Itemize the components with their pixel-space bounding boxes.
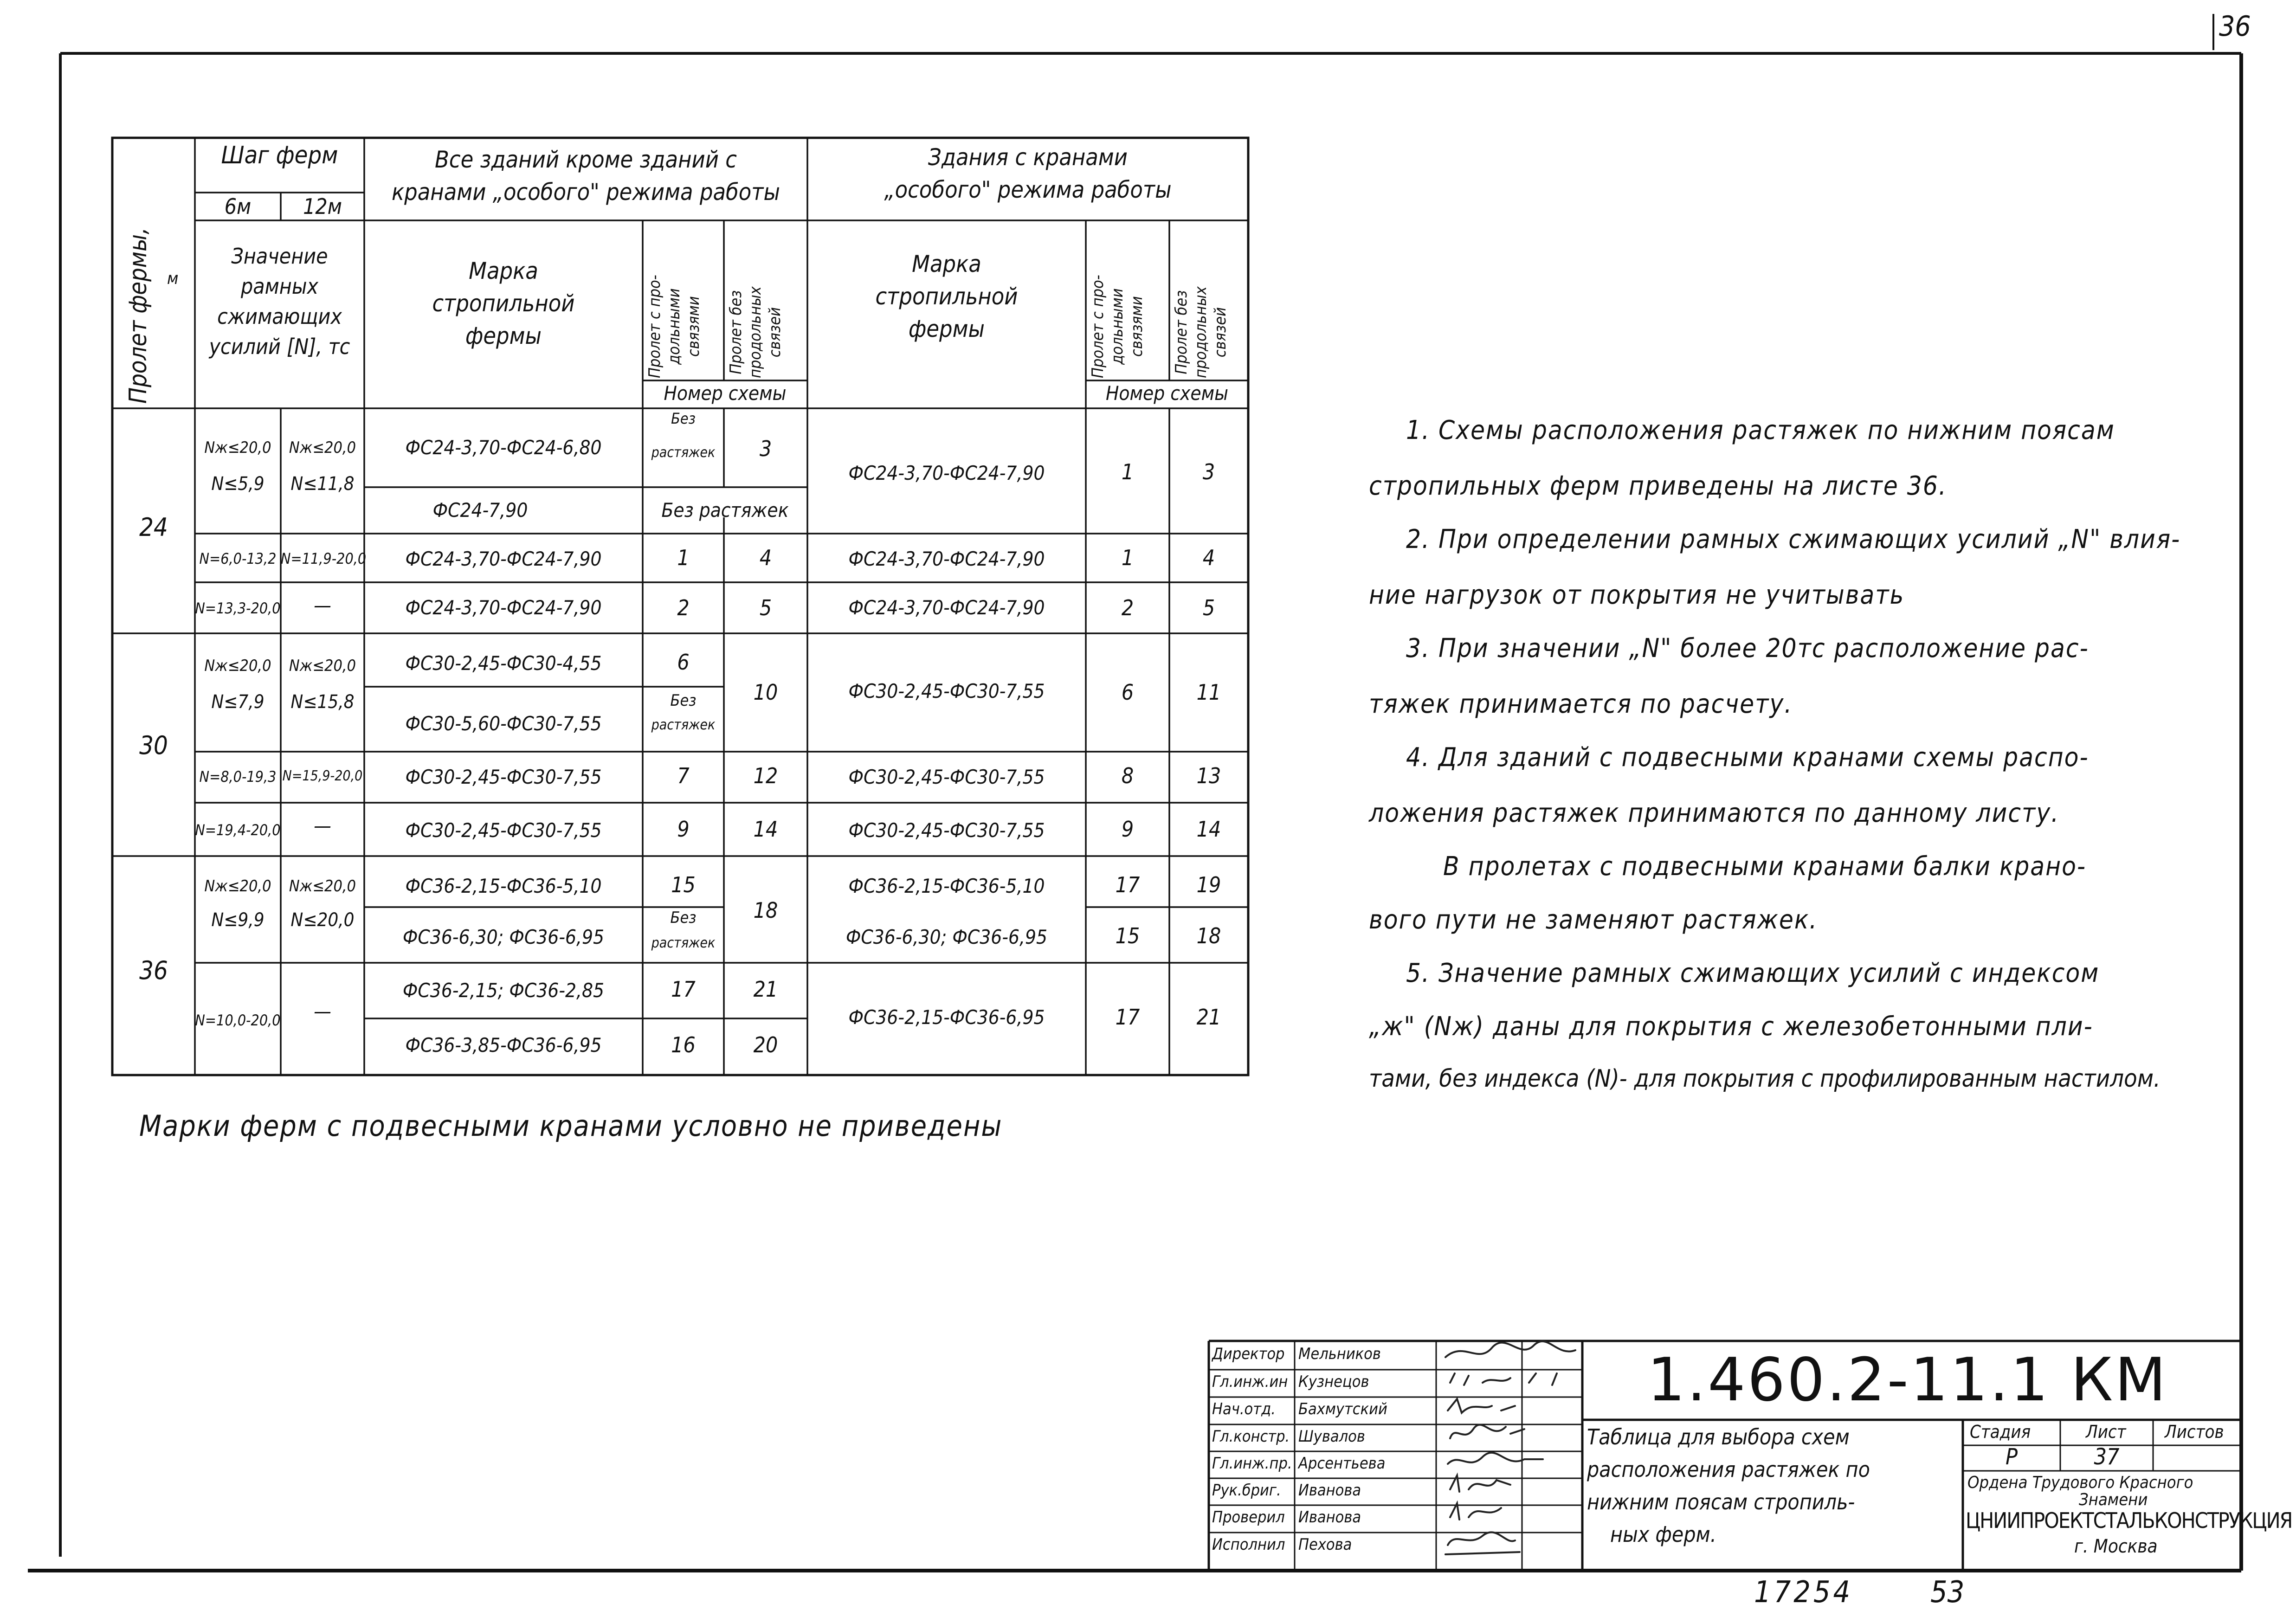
r1-no-ties: Без растяжек: [661, 499, 789, 522]
force-label-2: рамных: [240, 274, 319, 299]
stamp-name-7: Иванова: [1298, 1508, 1361, 1527]
note-line-8: ложения растяжек принимаются по данному листу.: [1369, 798, 2060, 828]
mark-a-line-2: стропильной: [432, 290, 575, 317]
stamp-name-4: Шувалов: [1298, 1427, 1365, 1446]
stamp-name-3: Бахмутский: [1298, 1400, 1387, 1418]
r2-f6: N=6,0-13,2: [199, 550, 277, 567]
force-label-4: усилий [N], тс: [209, 334, 350, 359]
force-label-3: сжимающих: [217, 304, 342, 329]
r2-markB: ФС24-3,70-ФС24-7,90: [848, 548, 1045, 570]
r9-b-with: 15: [1115, 923, 1140, 948]
signature-5: [1448, 1453, 1543, 1464]
r3-f6: N=13,3-20,0: [195, 599, 281, 617]
sheet-value: 37: [2094, 1444, 2120, 1470]
sheet-label: Лист: [2086, 1422, 2126, 1442]
r5-bez-1: Без: [670, 691, 697, 710]
col-b-with-ties-3: связями: [1128, 296, 1146, 357]
r3-a-with: 2: [677, 595, 690, 620]
r2-markA: ФС24-3,70-ФС24-7,90: [405, 548, 602, 570]
span-30: 30: [139, 731, 168, 760]
org-line-2: Знамени: [2079, 1490, 2148, 1509]
r8-markB: ФС36-2,15-ФС36-5,10: [848, 875, 1045, 897]
stage-value: Р: [2005, 1444, 2018, 1470]
span-header: Пролет фермы,: [124, 227, 152, 404]
r9-markA: ФС36-6,30; ФС36-6,95: [402, 926, 605, 948]
stamp-name-6: Иванова: [1298, 1481, 1361, 1500]
group-b-line-1: Здания с кранами: [928, 144, 1128, 171]
org-city: г. Москва: [2074, 1536, 2158, 1557]
scheme-number-b: Номер схемы: [1105, 382, 1229, 405]
r5-markA: ФС30-5,60-ФС30-7,55: [405, 712, 602, 735]
r11-markA: ФС36-3,85-ФС36-6,95: [405, 1034, 602, 1057]
r0-f6: Nж≤20,0: [204, 438, 271, 457]
r10-a-without: 21: [753, 977, 778, 1002]
footer-page-number: 53: [1930, 1575, 1965, 1610]
r0-b-with: 1: [1121, 459, 1134, 484]
note-line-10: вого пути не заменяют растяжек.: [1369, 905, 1818, 935]
r7-markA: ФС30-2,45-ФС30-7,55: [405, 819, 602, 842]
signatures: [1436, 1336, 1585, 1571]
note-line-3: 2. При определении рамных сжимающих усилий „N" влия-: [1406, 524, 2181, 554]
r0-markB: ФС24-3,70-ФС24-7,90: [848, 462, 1045, 484]
footer-inventory-number: 17254: [1754, 1575, 1853, 1610]
sheet-corner-number: 36: [2219, 10, 2251, 43]
stage-label: Стадия: [1970, 1422, 2031, 1442]
col-a-without-ties-3: связей: [766, 307, 784, 358]
stamp-role-8: Исполнил: [1212, 1535, 1285, 1554]
org-name: ЦНИИПРОЕКТСТАЛЬКОНСТРУКЦИЯ: [1966, 1508, 2292, 1533]
r4-f12b: N≤15,8: [290, 691, 355, 713]
r2-f12: N=11,9-20,0: [281, 550, 367, 567]
r8-markA: ФС36-2,15-ФС36-5,10: [405, 875, 602, 897]
r3-markA: ФС24-3,70-ФС24-7,90: [405, 596, 602, 619]
r7-b-with: 9: [1121, 817, 1134, 842]
r2-b-without: 4: [1202, 545, 1215, 570]
r10-b-with: 17: [1115, 1005, 1140, 1030]
r4-b-with: 6: [1121, 680, 1134, 705]
r6-a-with: 7: [677, 763, 690, 788]
mark-b-line-2: стропильной: [875, 283, 1018, 310]
r8-f12b: N≤20,0: [290, 909, 355, 931]
r2-a-with: 1: [677, 545, 690, 570]
signature-7: [1450, 1503, 1501, 1520]
col-b-with-ties-2: дольными: [1108, 288, 1127, 365]
r11-a-without: 20: [753, 1032, 778, 1057]
r0-bez-2: растяжек: [651, 445, 716, 461]
r0-bez-1: Без: [671, 410, 696, 427]
col-a-without-ties-2: продольных: [746, 286, 765, 378]
r4-f6: Nж≤20,0: [204, 657, 271, 675]
r11-a-with: 16: [671, 1032, 696, 1057]
sheets-label: Листов: [2165, 1422, 2224, 1442]
note-line-6: тяжек принимается по расчету.: [1369, 689, 1793, 719]
r6-markB: ФС30-2,45-ФС30-7,55: [848, 766, 1045, 788]
col-a-with-ties-1: Пролет с про-: [645, 275, 664, 378]
r1-markA: ФС24-7,90: [432, 499, 528, 522]
table-caption: Марки ферм с подвесными кранами условно не приведены: [139, 1109, 1003, 1143]
r7-f6: N=19,4-20,0: [195, 821, 281, 839]
r8-b-without: 19: [1196, 872, 1221, 897]
stamp-role-1: Директор: [1212, 1345, 1285, 1363]
mark-b-line-1: Марка: [912, 251, 981, 277]
r4-markA: ФС30-2,45-ФС30-4,55: [405, 652, 602, 675]
r4-b-without: 11: [1196, 680, 1221, 705]
r3-a-without: 5: [759, 595, 772, 620]
r7-f12: —: [314, 814, 331, 837]
note-line-2: стропильных ферм приведены на листе 36.: [1369, 471, 1947, 501]
r0-f12: Nж≤20,0: [289, 438, 356, 457]
col-b-without-ties-1: Пролет без: [1172, 290, 1191, 374]
col-b-with-ties-1: Пролет с про-: [1089, 275, 1107, 378]
r10-markA: ФС36-2,15; ФС36-2,85: [402, 979, 605, 1002]
note-line-7: 4. Для зданий с подвесными кранами схемы распо-: [1406, 742, 2089, 773]
r6-a-without: 12: [753, 763, 778, 788]
r10-f6: N=10,0-20,0: [195, 1011, 281, 1029]
org-line-1: Ордена Трудового Красного: [1967, 1473, 2193, 1492]
signature-1: [1445, 1341, 1575, 1357]
r8-f12: Nж≤20,0: [289, 877, 356, 895]
r3-f12: —: [314, 594, 331, 617]
stamp-name-8: Пехова: [1298, 1535, 1352, 1554]
col-b-without-ties-3: связей: [1211, 307, 1230, 358]
signature-2: [1450, 1373, 1557, 1385]
r7-markB: ФС30-2,45-ФС30-7,55: [848, 819, 1045, 842]
r0-a-without: 3: [759, 436, 772, 461]
doc-title-3: нижним поясам стропиль-: [1587, 1489, 1855, 1514]
col-a-with-ties-3: связями: [684, 296, 703, 357]
scheme-number-a: Номер схемы: [664, 382, 787, 405]
r6-b-with: 8: [1121, 763, 1134, 788]
note-line-4: ние нагрузок от покрытия не учитывать: [1369, 580, 1905, 610]
col-a-with-ties-2: дольными: [665, 288, 684, 365]
col-a-without-ties-1: Пролет без: [727, 290, 745, 374]
r8-b-with: 17: [1115, 872, 1140, 897]
stamp-name-1: Мельников: [1298, 1345, 1381, 1363]
r0-f6b: N≤5,9: [211, 473, 264, 495]
note-line-12: „ж" (Nж) даны для покрытия с железобетонными пли-: [1369, 1011, 2093, 1042]
stamp-role-4: Гл.констр.: [1212, 1427, 1290, 1446]
group-a-line-1: Все зданий кроме зданий с: [435, 146, 737, 173]
doc-title-4: ных ферм.: [1610, 1522, 1716, 1547]
r3-markB: ФС24-3,70-ФС24-7,90: [848, 596, 1045, 619]
r10-a-with: 17: [671, 977, 696, 1002]
step-6-header: 6м: [224, 194, 252, 219]
truss-step-header: Шаг ферм: [221, 142, 338, 169]
stamp-role-2: Гл.инж.ин: [1212, 1372, 1288, 1391]
signature-4: [1450, 1425, 1524, 1438]
r8-a-with: 15: [671, 872, 696, 897]
note-line-13: тами, без индекса (N)- для покрытия с профилированным настилом.: [1369, 1065, 2161, 1093]
signature-6: [1450, 1475, 1510, 1492]
group-b-line-2: „особого" режима работы: [884, 176, 1172, 203]
r10-markB: ФС36-2,15-ФС36-6,95: [848, 1006, 1045, 1029]
signature-3: [1448, 1399, 1515, 1413]
r9-bez-2: растяжек: [651, 935, 716, 951]
r9-b-without: 18: [1196, 923, 1221, 948]
stamp-role-7: Проверил: [1212, 1508, 1285, 1527]
r4-a-without: 10: [753, 680, 778, 705]
note-line-1: 1. Схемы расположения растяжек по нижним поясам: [1406, 415, 2115, 445]
r4-f12: Nж≤20,0: [289, 657, 356, 675]
r5-bez-2: растяжек: [651, 717, 716, 733]
r6-f12: N=15,9-20,0: [282, 768, 363, 784]
stamp-role-3: Нач.отд.: [1212, 1400, 1276, 1418]
step-12-header: 12м: [303, 194, 342, 219]
note-line-9: В пролетах с подвесными кранами балки крано-: [1443, 851, 2087, 882]
doc-title-1: Таблица для выбора схем: [1587, 1424, 1850, 1450]
r4-f6b: N≤7,9: [211, 691, 264, 713]
stamp-name-2: Кузнецов: [1298, 1372, 1369, 1391]
r2-a-without: 4: [759, 545, 772, 570]
mark-a-line-1: Марка: [469, 258, 538, 284]
span-24: 24: [139, 513, 168, 542]
r3-b-with: 2: [1121, 595, 1134, 620]
r3-b-without: 5: [1202, 595, 1215, 620]
signature-8: [1445, 1532, 1520, 1554]
stamp-name-5: Арсентьева: [1298, 1454, 1386, 1473]
r4-markB: ФС30-2,45-ФС30-7,55: [848, 680, 1045, 702]
r7-a-without: 14: [753, 817, 778, 842]
r0-f12b: N≤11,8: [290, 473, 355, 495]
mark-a-line-3: фермы: [465, 322, 542, 349]
span-36: 36: [139, 956, 168, 985]
col-b-without-ties-2: продольных: [1192, 286, 1210, 378]
stamp-role-6: Рук.бриг.: [1212, 1481, 1281, 1500]
document-code: 1.460.2-11.1 КМ: [1647, 1346, 2168, 1415]
note-line-11: 5. Значение рамных сжимающих усилий с индексом: [1406, 958, 2100, 988]
r7-b-without: 14: [1196, 817, 1221, 842]
mark-b-line-3: фермы: [908, 316, 985, 342]
doc-title-2: расположения растяжек по: [1587, 1457, 1870, 1482]
r9-markB: ФС36-6,30; ФС36-6,95: [845, 926, 1048, 948]
force-label-1: Значение: [231, 244, 328, 269]
span-unit-header: м: [167, 269, 179, 288]
r10-b-without: 21: [1196, 1005, 1221, 1030]
r7-a-with: 9: [677, 817, 690, 842]
r8-a-without: 18: [753, 898, 778, 923]
r8-f6: Nж≤20,0: [204, 877, 271, 895]
r9-bez-1: Без: [670, 908, 697, 927]
note-line-5: 3. При значении „N" более 20тс расположение рас-: [1406, 633, 2089, 664]
r6-b-without: 13: [1196, 763, 1221, 788]
r0-b-without: 3: [1202, 459, 1215, 484]
r2-b-with: 1: [1121, 545, 1134, 570]
r8-f6b: N≤9,9: [211, 909, 264, 931]
group-a-line-2: кранами „особого" режима работы: [391, 179, 780, 206]
r6-f6: N=8,0-19,3: [199, 768, 277, 786]
stamp-role-5: Гл.инж.пр.: [1212, 1454, 1292, 1473]
r6-markA: ФС30-2,45-ФС30-7,55: [405, 766, 602, 788]
r10-f12: —: [314, 1000, 331, 1023]
r4-a-with: 6: [677, 650, 690, 675]
r0-markA: ФС24-3,70-ФС24-6,80: [405, 436, 602, 459]
